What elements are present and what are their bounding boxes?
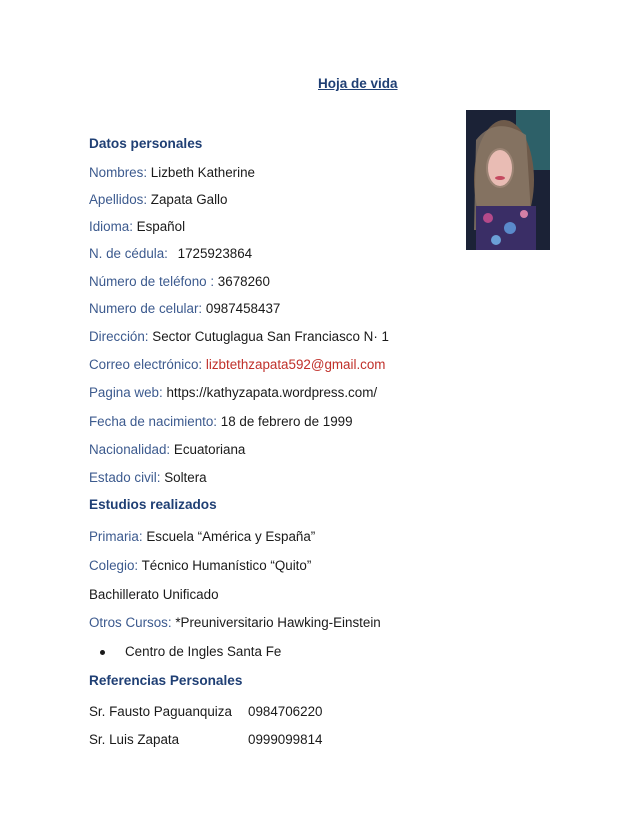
field-nacimiento (89, 414, 353, 429)
value-cedula: 1725923864 (177, 246, 253, 261)
label-nacionalidad: Nacionalidad: (89, 442, 171, 457)
field-otros-cursos (89, 615, 381, 630)
label-apellidos: Apellidos: (89, 192, 148, 207)
field-celular (89, 301, 280, 316)
section-heading-studies: Estudios realizados (89, 497, 217, 512)
label-nombres: Nombres: (89, 165, 148, 180)
label-colegio: Colegio: (89, 558, 139, 573)
field-nacionalidad (89, 442, 245, 457)
profile-photo (466, 110, 550, 250)
label-web: Pagina web: (89, 385, 163, 400)
value-colegio: Técnico Humanístico “Quito” (141, 558, 312, 573)
value-otros-cursos: *Preuniversitario Hawking-Einstein (175, 615, 381, 630)
reference-name: Sr. Fausto Paguanquiza (89, 704, 232, 719)
label-celular: Numero de celular: (89, 301, 203, 316)
label-otros-cursos: Otros Cursos: (89, 615, 172, 630)
label-cedula: N. de cédula: (89, 246, 168, 261)
list-item-curso: Centro de Ingles Santa Fe (125, 644, 282, 659)
field-correo (89, 357, 385, 372)
email-link[interactable]: lizbtethzapata592@gmail.com (205, 357, 386, 372)
value-telefono: 3678260 (217, 274, 270, 289)
web-link[interactable]: https://kathyzapata.wordpress.com/ (166, 385, 378, 400)
label-correo: Correo electrónico: (89, 357, 203, 372)
label-estado-civil: Estado civil: (89, 470, 161, 485)
field-estado-civil (89, 470, 207, 485)
value-nombres: Lizbeth Katherine (150, 165, 256, 180)
section-heading-personal: Datos personales (89, 136, 203, 151)
reference-phone: 0984706220 (248, 704, 323, 719)
field-direccion (89, 329, 389, 344)
document-title: Hoja de vida (318, 76, 398, 91)
bullet-icon (100, 650, 105, 655)
label-idioma: Idioma: (89, 219, 133, 234)
reference-row (89, 732, 179, 747)
field-colegio (89, 558, 311, 573)
value-celular: 0987458437 (205, 301, 281, 316)
text-bachillerato: Bachillerato Unificado (89, 587, 219, 602)
field-idioma (89, 219, 185, 234)
value-nacimiento: 18 de febrero de 1999 (220, 414, 353, 429)
field-primaria (89, 529, 315, 544)
field-nombres (89, 165, 255, 180)
value-primaria: Escuela “América y España” (146, 529, 316, 544)
field-web (89, 385, 377, 400)
field-apellidos (89, 192, 227, 207)
section-heading-references: Referencias Personales (89, 673, 243, 688)
value-estado-civil: Soltera (164, 470, 207, 485)
label-telefono: Número de teléfono : (89, 274, 215, 289)
label-primaria: Primaria: (89, 529, 143, 544)
label-nacimiento: Fecha de nacimiento: (89, 414, 218, 429)
value-idioma: Español (136, 219, 186, 234)
field-telefono (89, 274, 270, 289)
value-apellidos: Zapata Gallo (150, 192, 228, 207)
field-cedula (89, 246, 252, 261)
value-nacionalidad: Ecuatoriana (173, 442, 246, 457)
value-direccion: Sector Cutuglagua San Franciasco N· 1 (152, 329, 389, 344)
label-direccion: Dirección: (89, 329, 149, 344)
reference-row (89, 704, 232, 719)
reference-phone: 0999099814 (248, 732, 323, 747)
reference-name: Sr. Luis Zapata (89, 732, 180, 747)
